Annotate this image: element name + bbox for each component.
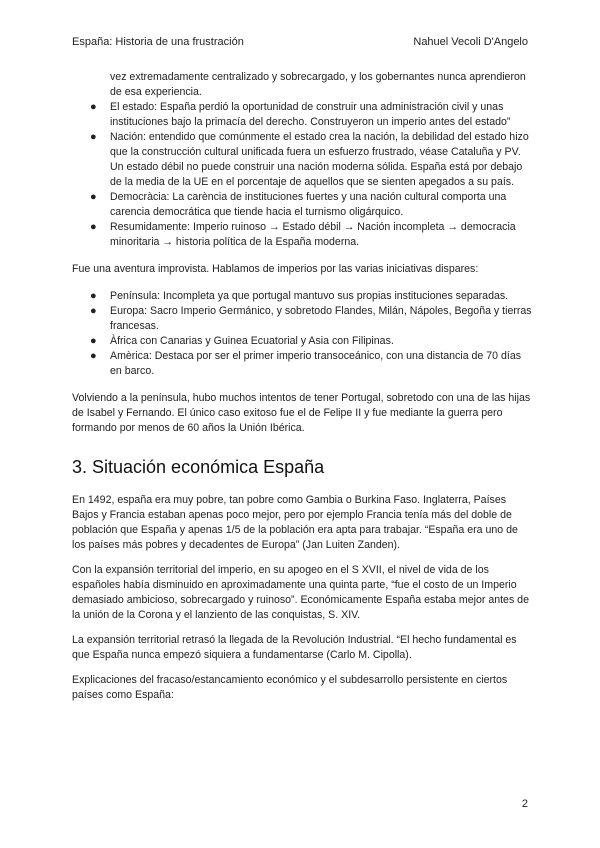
paragraph: Volviendo a la península, hubo muchos intentos de tener Portugal, sobretodo con una de las hijas de Isabel y Fernando. El único caso exitoso fue el de Felipe II y fue mediante la guerra pero formando por menos de 60 años la Unión Ibérica. <box>72 392 531 434</box>
continuation-text: vez extremadamente centralizado y sobrecargado, y los gobernantes nunca aprendieron de esa experiencia. <box>110 71 526 98</box>
list-item: ● Resumidamente: Imperio ruinoso → Estado débil → Nación incompleta → democracia minoritaria → historia política de la España moderna. <box>90 221 516 248</box>
list-item: ● Nación: entendido que comúnmente el estado crea la nación, la debilidad del estado hizo que la construcción cultural unificada fuera un esfuerzo frustrado, véase Cataluña y PV. Un estado débil no puede construir una nación moderna sólida. España está por debajo de la media de la UE en el porcentaje de aquellos que se sienten apegados a su país. <box>90 131 529 188</box>
bullet-list-empires <box>72 289 532 379</box>
paragraph: En 1492, españa era muy pobre, tan pobre como Gambia o Burkina Faso. Inglaterra, Países Bajos y Francia estaban apenas poco mejor, pero por ejemplo Francia tenía más del doble de población que España y apenas 1/5 de la población era apta para trabajar. “España era uno de los países más pobres y decadentes de Europa” (Jan Luiten Zanden). <box>72 494 518 551</box>
header-author: Nahuel Vecoli D'Angelo <box>413 36 528 48</box>
list-item: ● Península: Incompleta ya que portugal mantuvo sus propias instituciones separadas. <box>90 290 509 302</box>
page-content <box>72 70 532 703</box>
page-header <box>72 36 528 48</box>
bullet-icon: ● <box>90 191 97 203</box>
list-item: ● Amèrica: Destaca por ser el primer imperio transoceánico, con una distancia de 70 días en barco. <box>90 350 522 377</box>
bullet-list-consequences <box>72 100 532 250</box>
list-item: ● Democràcia: La carència de instituciones fuertes y una nación cultural comporta una carencia democrática que tiende hacia el turnismo oligárquico. <box>90 191 507 218</box>
bullet-icon: ● <box>90 131 97 143</box>
bullet-icon: ● <box>90 335 97 347</box>
page-number: 2 <box>521 798 528 810</box>
paragraph: Fue una aventura improvista. Hablamos de imperios por las varias iniciativas dispares: <box>72 263 479 275</box>
bullet-icon: ● <box>90 221 97 233</box>
header-title: España: Historia de una frustración <box>72 36 244 48</box>
bullet-icon: ● <box>90 305 97 317</box>
paragraph: Con la expansión territorial del imperio, en su apogeo en el S XVII, el nivel de vida de los españoles había disminuido en aproximadamente una quinta parte, “fue el costo de un Imperio demasiado ambicioso, sobrecargado y ruinoso”. Económicamente España estaba mejor antes de la unión de la Corona y el lanziento de las conquistas, S. XIV. <box>72 564 529 621</box>
bullet-icon: ● <box>90 290 97 302</box>
list-item: ● Europa: Sacro Imperio Germánico, y sobretodo Flandes, Milán, Nápoles, Begoña y tierras francesas. <box>90 305 532 332</box>
bullet-icon: ● <box>90 101 97 113</box>
list-item: ● El estado: España perdió la oportunidad de construir una administración civil y unas instituciones bajo la primacía del derecho. Construyeron un imperio antes del estado” <box>90 101 511 128</box>
list-item: ● Àfrica con Canarias y Guinea Ecuatorial y Asia con Filipinas. <box>90 335 394 347</box>
section-heading: 3. Situación económica España <box>72 457 325 477</box>
bullet-icon: ● <box>90 350 97 362</box>
paragraph: La expansión territorial retrasó la llegada de la Revolución Industrial. “El hecho fundamental es que España nunca empezó siquiera a fundamentarse (Carlo M. Cipolla). <box>72 634 517 661</box>
paragraph: Explicaciones del fracaso/estancamiento económico y el subdesarrollo persistente en ciertos países como España: <box>72 674 508 701</box>
